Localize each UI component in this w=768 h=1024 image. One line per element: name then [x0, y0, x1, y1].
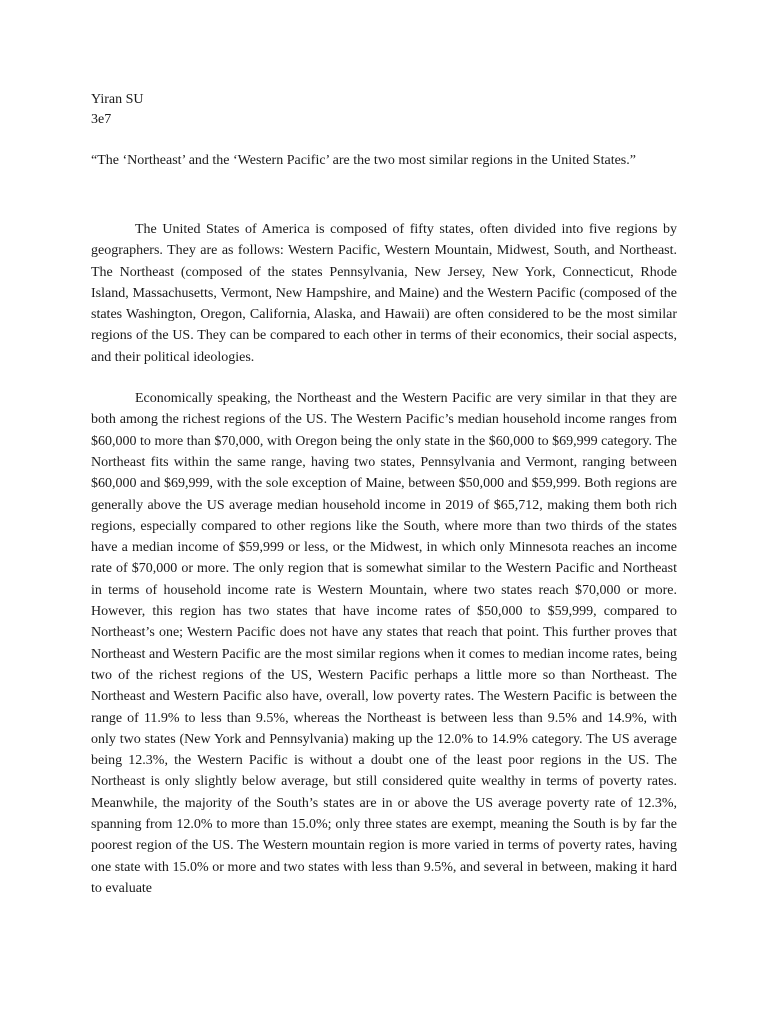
author-name: Yiran SU	[91, 92, 144, 107]
paragraph-1: The United States of America is composed of fifty states, often divided into five regions by geographers. They are as follows: Western Pacific, Western Mountain, Midwest, South, and Northeast. The Northeast (composed of the states Pennsylvania, New Jersey, New York, Connecticut, Rhode Island, Massachusetts, Vermont, New Hampshire, and Maine) and the Western Pacific (composed of the states Washington, Oregon, California, Alaska, and Hawaii) are often considered to be the most similar regions of the US. They can be compared to each other in terms of their economics, their social aspects, and their political ideologies.	[91, 222, 677, 365]
paragraph-2: Economically speaking, the Northeast and the Western Pacific are very similar in that they are both among the richest regions of the US. The Western Pacific’s median household income ranges from $60,000 to more than $70,000, with Oregon being the only state in the $60,000 to $69,999 category. The Northeast fits within the same range, having two states, Pennsylvania and Vermont, ranging between $60,000 and $69,999, with the sole exception of Maine, between $50,000 and $59,999. Both regions are generally above the US average median household income in 2019 of $65,712, making them both rich regions, especially compared to other regions like the South, where more than two thirds of the states have a median income of $59,999 or less, or the Midwest, in which only Minnesota reaches an income rate of $70,000 or more. The only region that is somewhat similar to the Western Pacific and Northeast in terms of household income rate is Western Mountain, where two states reach $70,000 or more. However, this region has two states that have income rates of $50,000 to $59,999, compared to Northeast’s one; Western Pacific does not have any states that reach that point. This further proves that Northeast and Western Pacific are the most similar regions when it comes to median income rates, being two of the richest regions of the US, Western Pacific perhaps a little more so than Northeast. The Northeast and Western Pacific also have, overall, low poverty rates. The Western Pacific is between the range of 11.9% to less than 9.5%, whereas the Northeast is between less than 9.5% and 14.9%, with only two states (New York and Pennsylvania) making up the 12.0% to 14.9% category. The US average being 12.3%, the Western Pacific is without a doubt one of the least poor regions in the US. The Northeast is only slightly below average, but still considered quite wealthy in terms of poverty rates. Meanwhile, the majority of the South’s states are in or above the US average poverty rate of 12.3%, spanning from 12.0% to more than 15.0%; only three states are exempt, meaning the South is by far the poorest region of the US. The Western mountain region is more varied in terms of poverty rates, having one state with 15.0% or more and two states with less than 9.5%, and several in between, making it hard to evaluate	[91, 391, 677, 896]
essay-title: “The ‘Northeast’ and the ‘Western Pacific’ are the two most similar regions in the United States.”	[91, 153, 636, 168]
class-code: 3e7	[91, 112, 112, 127]
